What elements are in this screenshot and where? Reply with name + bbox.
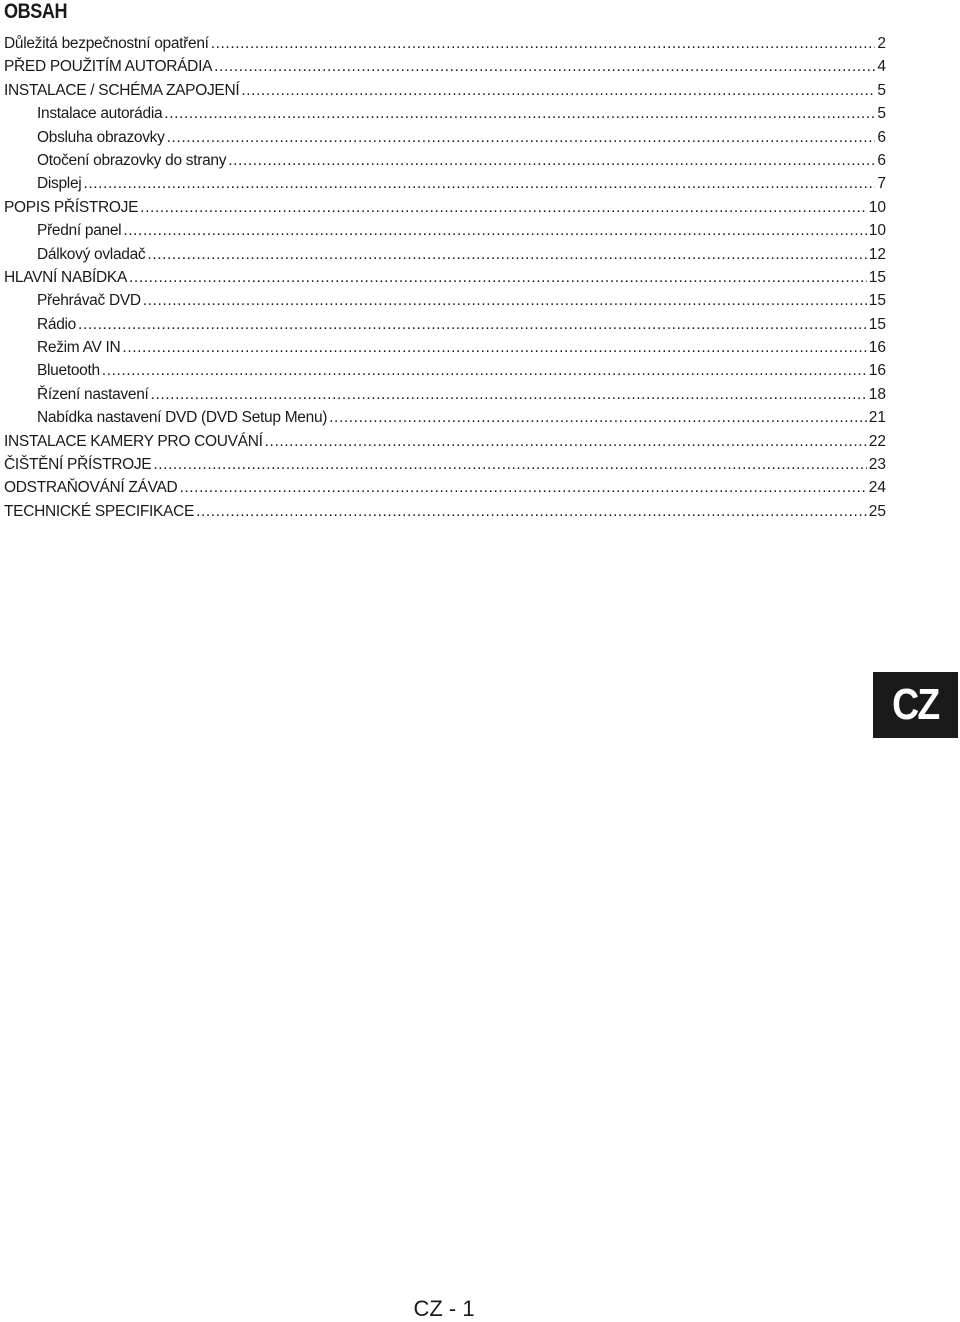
toc-dot-leader (329, 406, 867, 429)
toc-entry-page-number: 10 (868, 222, 886, 240)
toc-entry-page-number: 15 (868, 315, 886, 333)
toc-entry[interactable] (4, 336, 886, 359)
toc-dot-leader (151, 383, 867, 406)
toc-dot-leader (196, 500, 867, 523)
toc-entry-page-number: 25 (868, 502, 886, 520)
toc-entry[interactable] (4, 500, 886, 523)
toc-dot-leader (241, 79, 875, 102)
toc-entry-page-number: 16 (868, 339, 886, 357)
toc-entry[interactable] (4, 32, 886, 55)
toc-entry[interactable] (4, 196, 886, 219)
toc-dot-leader (153, 453, 866, 476)
toc-entry-page-number: 24 (868, 479, 886, 497)
toc-dot-leader (211, 32, 876, 55)
toc-dot-leader (228, 149, 875, 172)
toc-dot-leader (140, 196, 867, 219)
toc-entry[interactable] (4, 266, 886, 289)
toc-entry[interactable] (4, 243, 886, 266)
page-title: OBSAH (4, 0, 68, 23)
toc-entry-label: Otočení obrazovky do strany (37, 151, 227, 169)
toc-entry-page-number: 22 (868, 432, 886, 450)
toc-entry-page-number: 15 (868, 268, 886, 286)
toc-entry-label: INSTALACE KAMERY PRO COUVÁNÍ (4, 432, 263, 450)
toc-entry[interactable] (4, 219, 886, 242)
toc-entry-page-number: 7 (877, 175, 886, 193)
toc-entry-label: PŘED POUŽITÍM AUTORÁDIA (4, 58, 213, 76)
toc-entry-label: Řízení nastavení (37, 385, 149, 403)
toc-dot-leader (164, 102, 875, 125)
toc-entry[interactable] (4, 126, 886, 149)
toc-entry-page-number: 18 (868, 385, 886, 403)
toc-dot-leader (179, 476, 866, 499)
toc-entry-label: ČIŠTĚNÍ PŘÍSTROJE (4, 456, 152, 474)
toc-entry-label: Rádio (37, 315, 76, 333)
toc-entry-label: Bluetooth (37, 362, 100, 380)
toc-entry-page-number: 16 (868, 362, 886, 380)
toc-entry[interactable] (4, 453, 886, 476)
toc-entry-label: Přední panel (37, 222, 122, 240)
toc-dot-leader (122, 336, 866, 359)
toc-entry-label: TECHNICKÉ SPECIFIKACE (4, 502, 195, 520)
toc-entry-label: Instalace autorádia (37, 105, 163, 123)
toc-dot-leader (143, 289, 867, 312)
toc-entry-label: Dálkový ovladač (37, 245, 146, 263)
toc-entry-label: INSTALACE / SCHÉMA ZAPOJENÍ (4, 81, 240, 99)
toc-dot-leader (102, 359, 867, 382)
toc-entry-label: Obsluha obrazovky (37, 128, 165, 146)
toc-entry[interactable] (4, 313, 886, 336)
toc-entry-page-number: 12 (868, 245, 886, 263)
toc-entry-page-number: 2 (877, 35, 886, 52)
toc-entry[interactable] (4, 406, 886, 429)
toc-entry-label: Režim AV IN (37, 339, 121, 357)
toc-dot-leader (123, 219, 866, 242)
toc-entry-label: POPIS PŘÍSTROJE (4, 198, 139, 216)
toc-entry[interactable] (4, 430, 886, 453)
toc-dot-leader (129, 266, 867, 289)
toc-entry[interactable] (4, 359, 886, 382)
toc-entry-label: Nabídka nastavení DVD (DVD Setup Menu) (37, 409, 328, 427)
toc-entry[interactable] (4, 289, 886, 312)
toc-entry-label: ODSTRAŇOVÁNÍ ZÁVAD (4, 479, 178, 497)
toc-entry-page-number: 15 (868, 292, 886, 310)
toc-entry-page-number: 5 (877, 81, 886, 99)
toc-entry-label: HLAVNÍ NABÍDKA (4, 268, 127, 286)
page-number-footer: CZ - 1 (413, 1296, 475, 1321)
language-tab (873, 672, 958, 738)
toc-entry-page-number: 6 (877, 128, 886, 146)
language-tab-label: CZ (892, 680, 939, 729)
toc-dot-leader (83, 172, 875, 195)
toc-entry-page-number: 6 (877, 151, 886, 169)
toc-entry[interactable] (4, 149, 886, 172)
toc-entry[interactable] (4, 79, 886, 102)
toc-entry[interactable] (4, 383, 886, 406)
toc-entry-label: Přehrávač DVD (37, 292, 141, 310)
table-of-contents (4, 32, 886, 523)
toc-entry[interactable] (4, 476, 886, 499)
toc-entry-page-number: 10 (868, 198, 886, 216)
toc-entry[interactable] (4, 55, 886, 78)
toc-entry-page-number: 4 (877, 58, 886, 76)
toc-dot-leader (147, 243, 866, 266)
toc-entry-page-number: 21 (868, 409, 886, 427)
toc-entry[interactable] (4, 172, 886, 195)
toc-dot-leader (167, 126, 876, 149)
toc-dot-leader (78, 313, 867, 336)
toc-entry-label: Displej (37, 175, 82, 193)
toc-entry-page-number: 5 (877, 105, 886, 123)
toc-dot-leader (265, 430, 867, 453)
toc-entry-label: Důležitá bezpečnostní opatření (4, 35, 209, 52)
toc-dot-leader (214, 55, 875, 78)
toc-entry[interactable] (4, 102, 886, 125)
toc-entry-page-number: 23 (868, 456, 886, 474)
